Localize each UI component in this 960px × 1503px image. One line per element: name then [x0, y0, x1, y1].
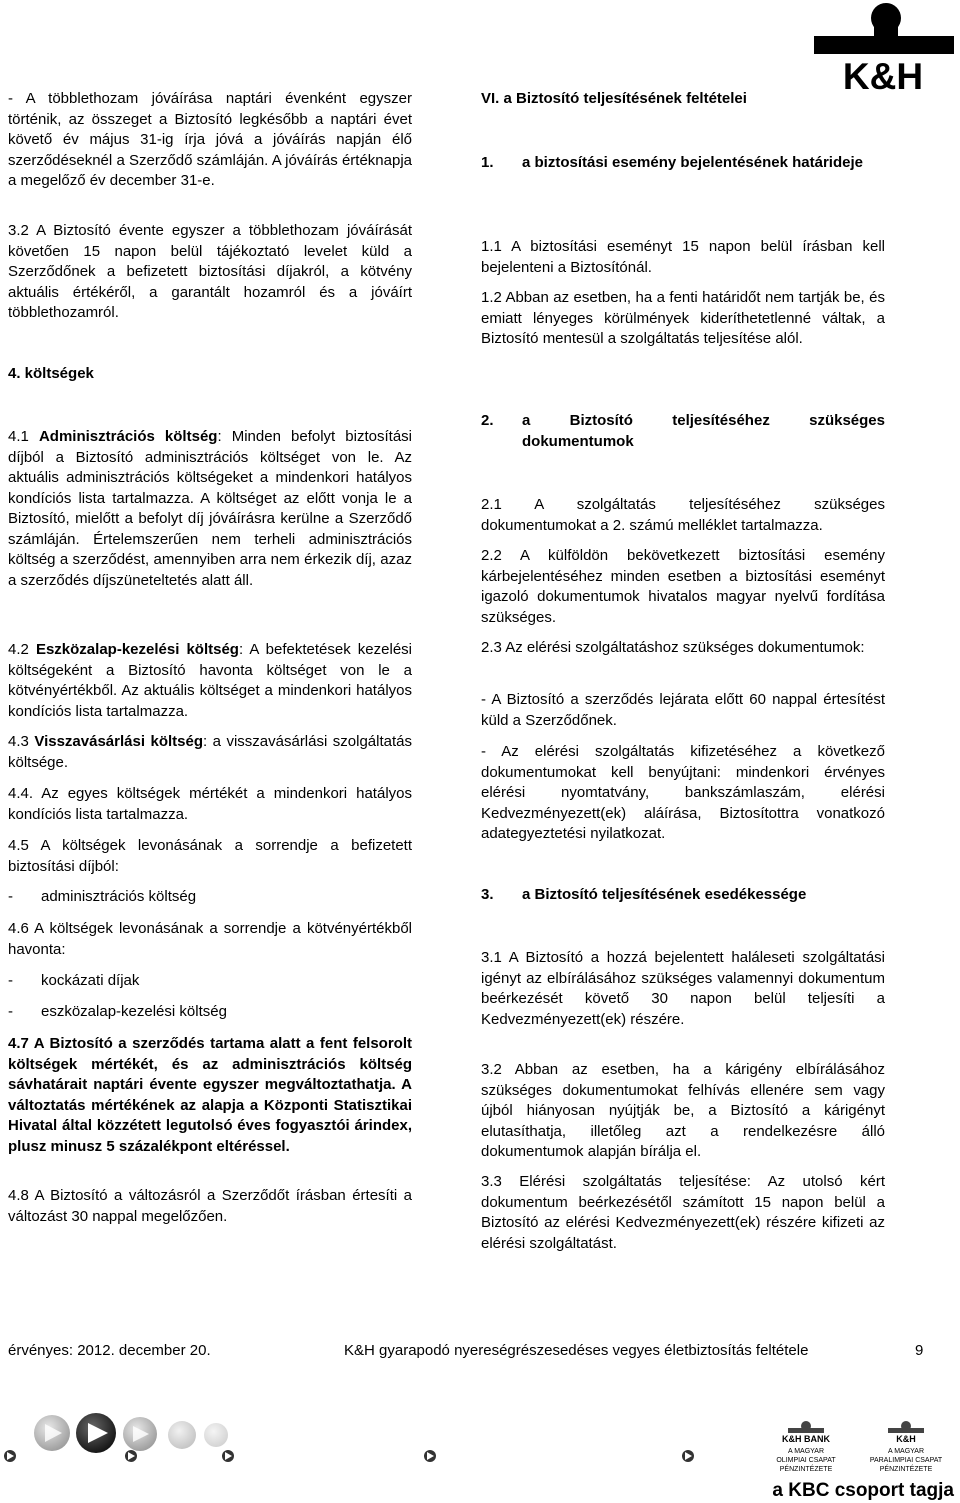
validity-date: érvényes: 2012. december 20.: [8, 1342, 211, 1359]
kh-logo: [812, 2, 954, 92]
heading-3: 3. a Biztosító teljesítésének esedékessége: [481, 886, 807, 903]
paragraph-1-1: 1.1 A biztosítási eseményt 15 napon belül írásban kell bejelenteni a Biztosítónál.: [481, 238, 885, 276]
svg-text:PÉNZINTÉZETE: PÉNZINTÉZETE: [879, 1466, 933, 1473]
paragraph-3-1-cont: - A többlethozam jóváírása naptári évenként egyszer történik, az összeget a Biztosító legkésőbb a naptári évet követő év május 31-ig írja jóvá a jóváírás napján élő szerződéseknél a Szerződő számláján. A jóváírás értéknapja a megelőző év december 31-e.: [8, 90, 412, 189]
paralympic-badge: [870, 1421, 943, 1473]
heading-2: 2. a Biztosító teljesítéséhez szükséges dokumentumok: [481, 412, 885, 450]
paragraph-2-1: 2.1 A szolgáltatás teljesítéséhez szükséges dokumentumokat a 2. számú melléklet tartalmazza.: [481, 496, 885, 534]
svg-text:A MAGYAR: A MAGYAR: [887, 1448, 925, 1455]
paragraph-4-7: 4.7 A Biztosító a szerződés tartama alatt a fent felsorolt költségek mértékét, és az adminisztrációs költség sávhatárait naptári évente egyszer megváltoztathatja. A változtatás mértékének az alapja a Központi Statisztikai Hivatal által közzétett legutolsó éves fogyasztói árindex, plusz minusz 5 százalékpont eltéréssel.: [8, 1035, 412, 1155]
document-title: K&H gyarapodó nyereségrészesedéses vegyes életbiztosítás feltétele: [344, 1342, 809, 1359]
paragraph-2-2: 2.2 A külföldön bekövetkezett biztosítási esemény kárbejelentéséhez minden esetben a biztosítási eseményt igazoló dokumentumok hivatalos magyar nyelvű fordítása szükséges.: [481, 547, 885, 626]
svg-text:K&H: K&H: [896, 1434, 916, 1444]
olympic-badge: [776, 1421, 836, 1473]
svg-text:PÉNZINTÉZETE: PÉNZINTÉZETE: [779, 1466, 833, 1473]
kbc-tagline: a KBC csoport tagja: [772, 1480, 954, 1501]
term-asset-fee: Eszközalap-kezelési költség: [35, 641, 239, 658]
bottom-decoration: [0, 1410, 960, 1503]
paragraph-3-3: 3.3 Elérési szolgáltatás teljesítése: Az utolsó kért dokumentum beérkezésétől számított 15 napon belül a Biztosító az elérési Kedvezményezett(ek) részére kifizeti az elérési szolgáltatást.: [481, 1173, 885, 1252]
svg-text:OLIMPIAI CSAPAT: OLIMPIAI CSAPAT: [776, 1457, 836, 1464]
term-admin-cost: Adminisztrációs költség: [38, 428, 218, 445]
svg-text:A MAGYAR: A MAGYAR: [787, 1448, 825, 1455]
paragraph-3-2-right: 3.2 Abban az esetben, ha a kárigény elbírálásához szükséges dokumentumokat felhívás ellenére sem vagy újból hiányosan nyújtják be, a Biztosító a kárigényt elutasíthatja, illetőleg azt a rendelkezésre álló dokumentumok alapján bírálja el.: [481, 1061, 885, 1160]
paragraph-1-2: 1.2 Abban az esetben, ha a fenti határidőt nem tartják be, és emiatt lényeges körülmények kideríthetetlenné váltak, a Biztosító mentesül a szolgáltatás teljesítése alól.: [481, 289, 885, 347]
svg-text:PARALIMPIAI CSAPAT: PARALIMPIAI CSAPAT: [869, 1457, 943, 1464]
heading-4-costs: 4. költségek: [8, 365, 94, 382]
heading-vi: VI. a Biztosító teljesítésének feltételei: [481, 90, 747, 107]
list-item: - eszközalap-kezelési költség: [8, 1003, 227, 1020]
paragraph-3-1: 3.1 A Biztosító a hozzá bejelentett haláleseti szolgáltatási igényt az elbírálásához szükséges valamennyi dokumentum beérkezését követő 30 napon belül teljesíti a Kedvezményezett(ek) részére.: [481, 949, 885, 1028]
paragraph-2-3-a: - A Biztosító a szerződés lejárata előtt 60 nappal értesítést küld a Szerződőnek.: [481, 691, 885, 729]
paragraph-4-3: 4.3 Visszavásárlási költség: a visszavásárlási szolgáltatás költsége.: [8, 733, 413, 771]
paragraph-4-4: 4.4. Az egyes költségek mértékét a mindenkori hatályos kondíciós lista tartalmazza.: [8, 785, 412, 823]
list-item: - adminisztrációs költség: [8, 888, 197, 905]
heading-1: 1. a biztosítási esemény bejelentésének határideje: [481, 154, 863, 171]
svg-text:K&H BANK: K&H BANK: [782, 1434, 830, 1444]
paragraph-4-2: 4.2 Eszközalap-kezelési költség: A befektetések kezelési költségeként a Biztosító havonta költséget von le a kötvényértékből. Az aktuális költséget a mindenkori hatályos kondíciós lista tartalmazza.: [8, 641, 412, 720]
arrow-ball-icon: [168, 1421, 196, 1449]
list-item: - kockázati díjak: [8, 972, 140, 989]
paragraph-2-3-b: - Az elérési szolgáltatás kifizetéséhez a következő dokumentumokat kell benyújtani: mindenkori érvényes elérési nyomtatvány, bankszámlaszám, elérési Kedvezményezett(ek) aláírása, Biztosítottra vonatkozó adategyeztetési nyilatkozat.: [481, 743, 885, 842]
term-surrender-cost: Visszavásárlási költség: [34, 733, 203, 750]
paragraph-4-6: 4.6 A költségek levonásának a sorrendje a kötvényértékből havonta:: [8, 920, 412, 958]
paragraph-4-5: 4.5 A költségek levonásának a sorrendje a befizetett biztosítási díjból:: [8, 837, 412, 875]
paragraph-3-2: 3.2 A Biztosító évente egyszer a többlethozam jóváírását követően 15 napon belül tájékoztató levelet küld a Szerződőnek a befizetett biztosítási díjakról, a kötvény aktuális értékéről, a garantált hozamról és a jóváírt többlethozamról.: [8, 222, 412, 321]
paragraph-4-1: 4.1 Adminisztrációs költség: Minden befolyt biztosítási díjból a Biztosító adminisztrációs költséget von le. Az aktuális adminisztrációs költségeket a mindenkori hatályos kondíciós lista tartalmazza. A költséget az előtt vonja le a Biztosító, mielőtt a befolyt díj jóváírásra kerülne a Szerződő számláján. Értelemszerűen nem terheli adminisztrációs költség a szerződést, amennyiben arra nem érkezik díj, azaz a szerződés díjszüneteltetés alatt áll.: [8, 428, 413, 589]
arrow-icon: [4, 1450, 694, 1462]
arrow-ball-icon: [204, 1423, 228, 1447]
paragraph-4-8: 4.8 A Biztosító a változásról a Szerződőt írásban értesíti a változást 30 nappal megelőzően.: [8, 1187, 412, 1225]
page-number: 9: [915, 1342, 924, 1359]
logo-text: K&H: [842, 56, 924, 92]
paragraph-2-3: 2.3 Az elérési szolgáltatáshoz szükséges dokumentumok:: [481, 639, 865, 656]
logo-arm: [874, 22, 898, 44]
